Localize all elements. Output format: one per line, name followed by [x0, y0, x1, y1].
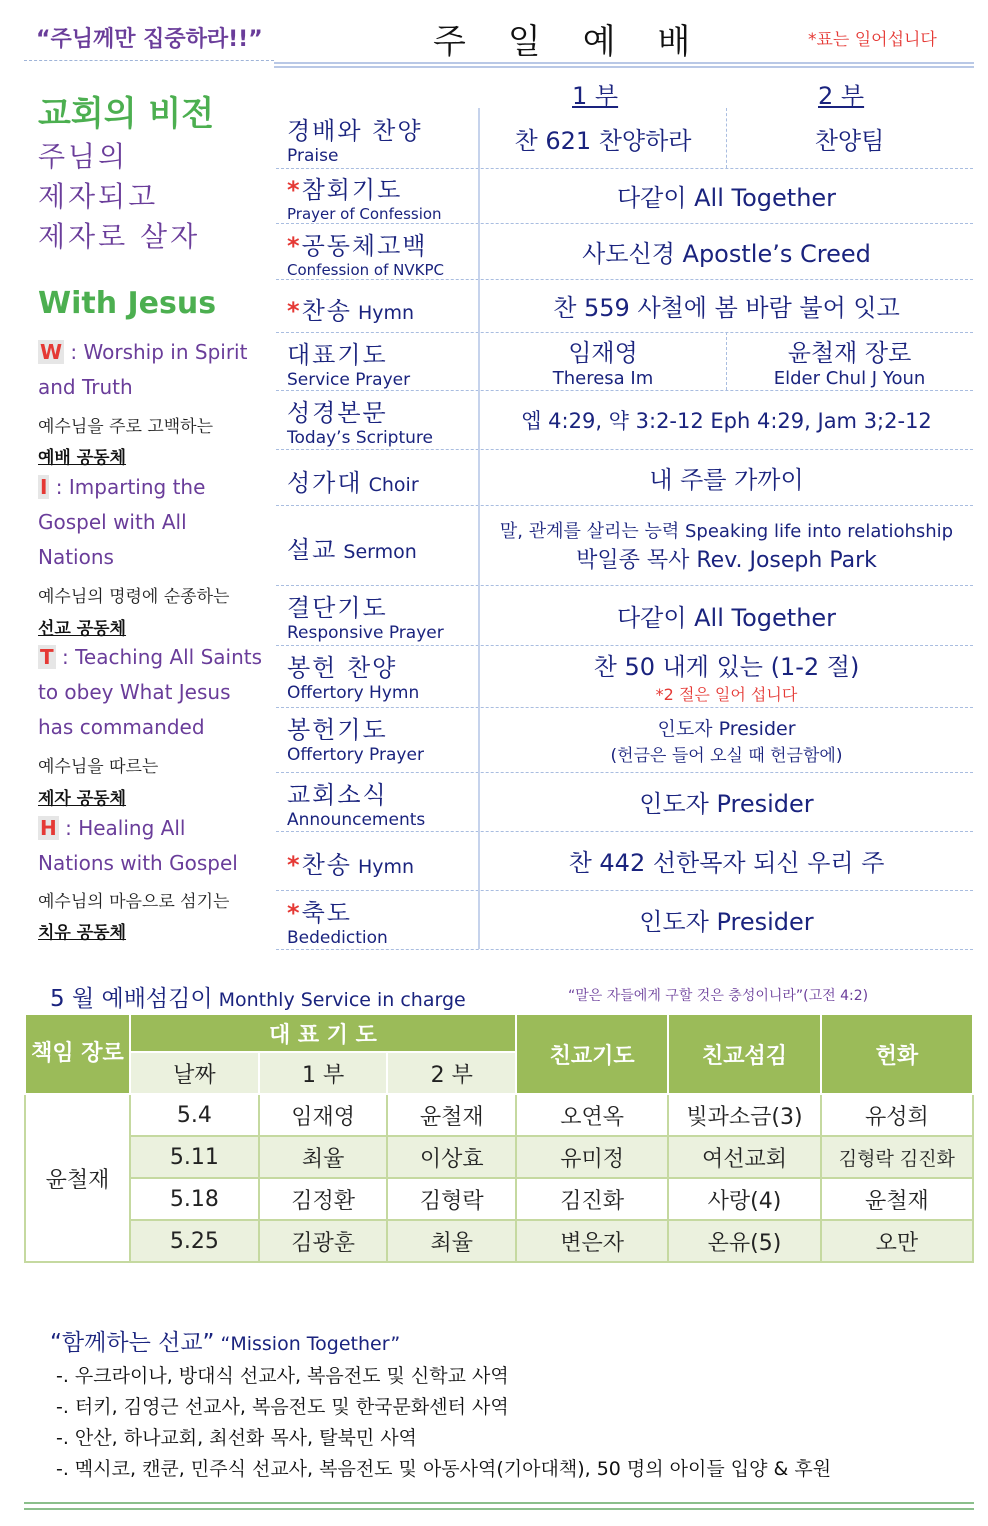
monthly-service-title [50, 980, 466, 1013]
letter-t: T [40, 645, 54, 669]
table-row [25, 1136, 973, 1178]
offering-note: (헌금은 들어 오실 때 헌금함에) [610, 745, 843, 766]
vision-line-3: 제자로 살자 [38, 220, 201, 253]
vision-item-h-text: : Healing All Nations with Gospel [38, 816, 238, 875]
row-kr: 경배와 찬양 [287, 117, 423, 145]
row-kr: 성경본문 [287, 399, 388, 427]
row-en: Offertory Prayer [287, 745, 424, 765]
worship-row-benediction [276, 890, 973, 950]
header-date: 날짜 [130, 1052, 259, 1094]
row-value [480, 505, 973, 585]
sermon-title: 말, 관계를 살리는 능력 Speaking life into relatiohship [499, 520, 954, 542]
table-row [25, 1220, 973, 1262]
table-row [25, 1094, 973, 1136]
cell-part-1: 최율 [259, 1136, 388, 1178]
cell-date: 5.4 [130, 1094, 259, 1136]
row-en: Today’s Scripture [287, 428, 433, 448]
part-2-value [726, 332, 973, 390]
vision-line-2: 제자되고 [38, 180, 159, 213]
letter-h: H [40, 816, 57, 840]
standing-star: * [287, 176, 302, 204]
standing-star: * [287, 232, 302, 260]
header-part-1: 1 부 [259, 1052, 388, 1094]
row-en: Announcements [287, 810, 426, 830]
worship-row-service-prayer [276, 332, 973, 391]
offertory-hymn: 찬 50 내게 있는 (1-2 절) [593, 653, 860, 681]
vision-item-t-kr: 예수님을 따르는 [38, 757, 159, 777]
worship-row-responsive-prayer [276, 585, 973, 646]
cell-flowers: 윤철재 [821, 1178, 973, 1220]
worship-row-creed [276, 223, 973, 280]
worship-row-announcements [276, 772, 973, 832]
mission-title-en: “Mission Together” [214, 1333, 401, 1355]
vision-title: 교회의 비전 [38, 94, 215, 134]
responsible-elder: 윤철재 [25, 1094, 130, 1262]
vision-item-t-text: : Teaching All Saints to obey What Jesus has commanded [38, 645, 263, 739]
part-1-name-kr: 임재영 [568, 339, 638, 367]
cell-part-1: 임재영 [259, 1094, 388, 1136]
part-2-name-kr: 윤철재 장로 [787, 339, 912, 367]
vision-item-t-community: 제자 공동체 [38, 789, 127, 809]
monthly-title-en: Monthly Service in charge [212, 989, 466, 1011]
vision-item-i-community: 선교 공동체 [38, 619, 127, 639]
standing-star: * [287, 899, 302, 927]
header-flowers: 헌화 [821, 1014, 973, 1094]
worship-row-offertory-hymn [276, 645, 973, 708]
header-elder: 책임 장로 [25, 1014, 130, 1094]
part-1-name-en: Theresa Im [552, 368, 654, 389]
part-2-name-en: Elder Chul J Youn [773, 368, 926, 389]
row-value: 다같이 All Together [616, 603, 837, 632]
cell-date: 5.25 [130, 1220, 259, 1262]
header-divider-left [24, 60, 274, 61]
row-kr: 성가대 [287, 469, 363, 497]
worship-row-hymn-2 [276, 831, 973, 891]
mission-item: -. 우크라이나, 방대식 선교사, 복음전도 및 신학교 사역 [56, 1365, 509, 1387]
standing-star: * [287, 297, 302, 325]
preacher: 박일종 목사 Rev. Joseph Park [576, 547, 877, 573]
presider: 인도자 Presider [657, 717, 796, 740]
vision-item-i-kr: 예수님의 명령에 순종하는 [38, 587, 230, 607]
mission-item: -. 안산, 하나교회, 최선화 목사, 탈북민 사역 [56, 1427, 417, 1449]
row-en: Praise [287, 146, 339, 166]
mission-item: -. 터키, 김영근 선교사, 복음전도 및 한국문화센터 사역 [56, 1396, 509, 1418]
mission-title [50, 1324, 400, 1357]
monthly-verse: “말은 자들에게 구할 것은 충성이니라”(고전 4:2) [568, 988, 869, 1004]
worship-row-praise [276, 108, 973, 169]
row-kr: 대표기도 [287, 341, 388, 369]
cell-fellowship-service: 빛과소금(3) [668, 1094, 820, 1136]
cell-fellowship-service: 사랑(4) [668, 1178, 820, 1220]
row-kr: 봉헌 찬양 [287, 654, 398, 682]
row-kr: 공동체고백 [301, 232, 428, 260]
worship-row-confession-prayer [276, 168, 973, 224]
mission-item: -. 멕시코, 캔쿤, 민주식 선교사, 복음전도 및 아동사역(기아대책), 50 명의 아이들 입양 & 후원 [56, 1458, 832, 1480]
standing-note: *표는 일어섭니다 [808, 30, 937, 50]
with-jesus-title: With Jesus [38, 286, 217, 321]
row-value: 다같이 All Together [616, 184, 837, 212]
row-value: 사도신경 Apostle’s Creed [582, 239, 871, 268]
vision-item-i [38, 470, 263, 575]
row-en: Hymn [351, 856, 415, 878]
part-2-value: 찬양팀 [814, 126, 885, 155]
worship-row-hymn-1 [276, 279, 973, 333]
vision-item-h-community: 치유 공동체 [38, 923, 127, 943]
cell-flowers: 오만 [821, 1220, 973, 1262]
row-en: Choir [362, 474, 419, 496]
standing-star: * [287, 851, 302, 879]
part-1-heading: 1 부 [572, 82, 619, 110]
vision-line-1: 주님의 [38, 140, 129, 173]
row-en: Confession of NVKPC [287, 261, 444, 279]
part-1-value [480, 332, 727, 390]
standing-verse-note: *2 절은 일어 섭니다 [655, 685, 798, 704]
row-value [480, 707, 973, 772]
cell-fellowship-prayer: 변은자 [516, 1220, 668, 1262]
row-kr: 설교 [287, 536, 338, 564]
row-value: 인도자 Presider [639, 908, 814, 936]
row-value [480, 645, 973, 707]
row-en: Prayer of Confession [287, 205, 442, 223]
row-value: 엡 4:29, 약 3:2-12 Eph 4:29, Jam 3;2-12 [521, 408, 932, 433]
row-value: 찬 442 선한목자 되신 우리 주 [568, 849, 885, 877]
cell-fellowship-prayer: 오연옥 [516, 1094, 668, 1136]
vision-item-w-community: 예배 공동체 [38, 448, 127, 468]
cell-flowers: 김형락 김진화 [821, 1136, 973, 1178]
row-en: Bedediction [287, 928, 388, 948]
cell-date: 5.18 [130, 1178, 259, 1220]
row-en: Hymn [351, 302, 415, 324]
cell-fellowship-prayer: 유미정 [516, 1136, 668, 1178]
row-kr: 참회기도 [301, 176, 403, 204]
part-2-heading: 2 부 [818, 82, 865, 110]
monthly-title-kr: 5 월 예배섬김이 [50, 986, 213, 1012]
cell-part-2: 김형락 [387, 1178, 516, 1220]
vision-item-t [38, 640, 263, 745]
cell-fellowship-prayer: 김진화 [516, 1178, 668, 1220]
row-value: 내 주를 가까이 [649, 465, 804, 494]
vision-item-w-text: : Worship in Spirit and Truth [38, 340, 248, 399]
letter-w: W [40, 340, 63, 364]
row-en: Responsive Prayer [287, 623, 444, 643]
cell-part-2: 이상효 [387, 1136, 516, 1178]
cell-flowers: 유성희 [821, 1094, 973, 1136]
header-part-2: 2 부 [387, 1052, 516, 1094]
row-kr: 찬송 [301, 297, 352, 325]
worship-row-offertory-prayer [276, 707, 973, 773]
header-fellowship-service: 친교섬김 [668, 1014, 820, 1094]
row-kr: 결단기도 [287, 594, 388, 622]
part-1-value: 찬 621 찬양하라 [480, 108, 727, 168]
cell-part-2: 최율 [387, 1220, 516, 1262]
row-en: Service Prayer [287, 370, 411, 390]
letter-i: I [40, 475, 48, 499]
row-kr: 찬송 [301, 851, 352, 879]
vision-item-w-kr: 예수님을 주로 고백하는 [38, 417, 214, 437]
worship-row-choir [276, 449, 973, 506]
cell-fellowship-service: 온유(5) [668, 1220, 820, 1262]
row-value: 인도자 Presider [639, 790, 814, 818]
header-motto: “주님께만 집중하라!!” [36, 27, 263, 52]
vision-item-h-kr: 예수님의 마음으로 섬기는 [38, 892, 230, 912]
footer-divider [24, 1502, 974, 1510]
worship-row-scripture [276, 390, 973, 450]
header-divider-right [274, 62, 974, 70]
cell-part-1: 김광훈 [259, 1220, 388, 1262]
cell-fellowship-service: 여선교회 [668, 1136, 820, 1178]
table-row [25, 1178, 973, 1220]
page-title: 주일예배 [433, 22, 733, 62]
vision-item-i-text: : Imparting the Gospel with All Nations [38, 475, 206, 569]
cell-date: 5.11 [130, 1136, 259, 1178]
header-prayer: 대 표 기 도 [130, 1014, 516, 1052]
row-kr: 봉헌기도 [287, 716, 388, 744]
mission-title-kr: “함께하는 선교” [50, 1330, 215, 1356]
worship-row-sermon [276, 505, 973, 586]
header-fellowship-prayer: 친교기도 [516, 1014, 668, 1094]
row-en: Offertory Hymn [287, 683, 420, 703]
vision-item-w [38, 335, 263, 405]
row-kr: 교회소식 [287, 781, 388, 809]
monthly-service-table [24, 1013, 974, 1263]
vision-item-h [38, 811, 263, 881]
cell-part-2: 윤철재 [387, 1094, 516, 1136]
cell-part-1: 김정환 [259, 1178, 388, 1220]
row-kr: 축도 [301, 899, 352, 927]
row-value: 찬 559 사철에 봄 바람 불어 잇고 [553, 294, 900, 322]
row-en: Sermon [337, 541, 417, 563]
